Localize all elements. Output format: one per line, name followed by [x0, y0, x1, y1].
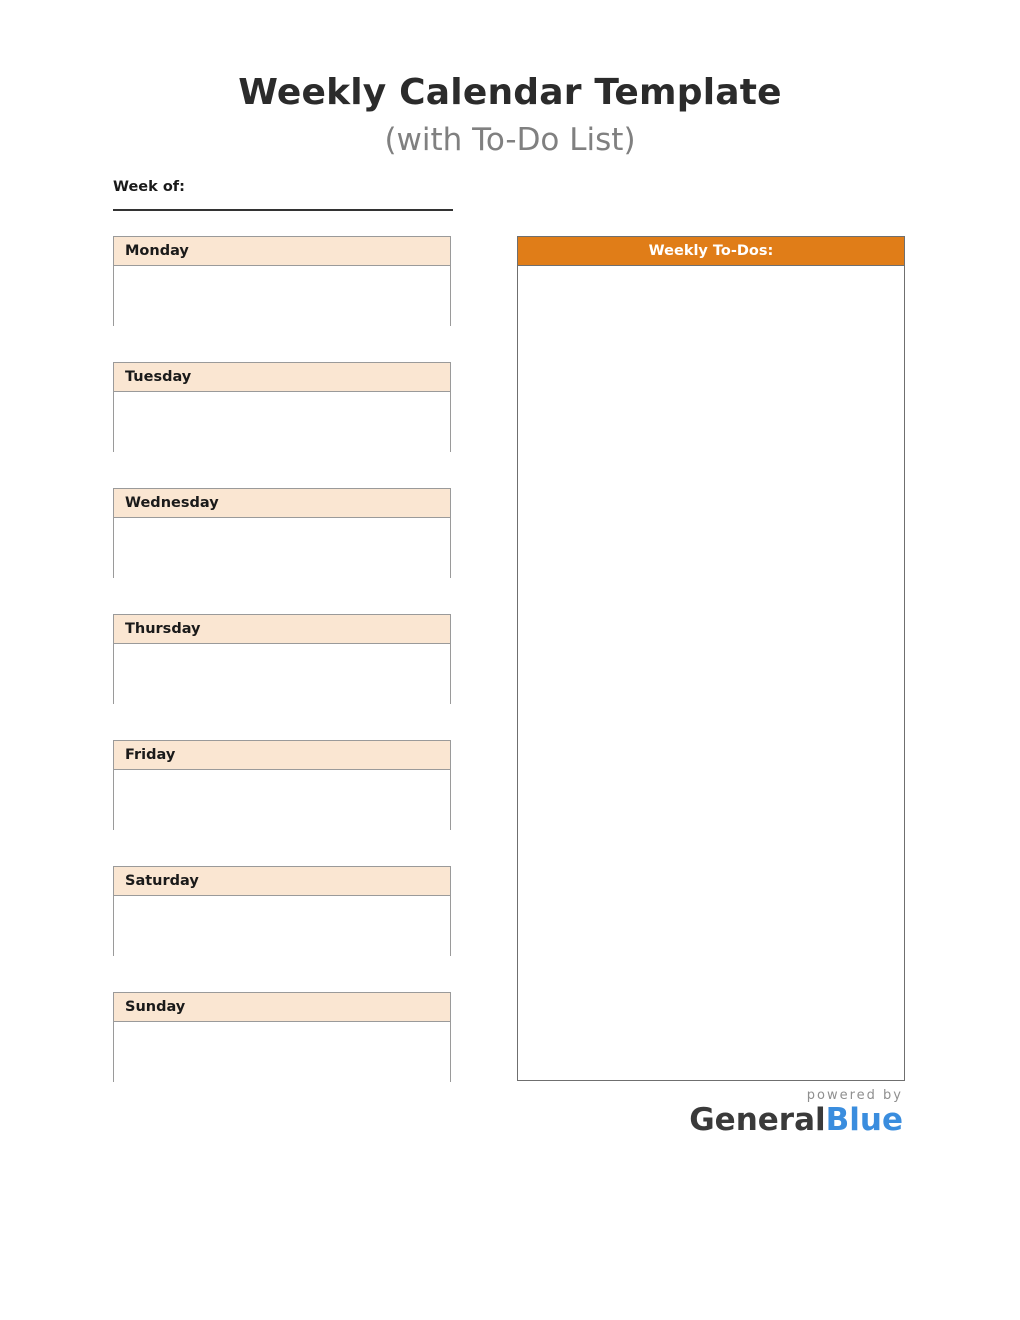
day-label-thursday: Thursday: [114, 615, 450, 644]
day-notes-tuesday[interactable]: [114, 392, 450, 452]
page-title: Weekly Calendar Template: [238, 72, 782, 113]
day-block-tuesday[interactable]: [113, 362, 451, 452]
day-block-thursday[interactable]: [113, 614, 451, 704]
day-notes-friday[interactable]: [114, 770, 450, 830]
brand-name-blue: Blue: [825, 1102, 903, 1138]
weekly-todo-header: Weekly To-Dos:: [518, 237, 904, 266]
day-label-friday: Friday: [114, 741, 450, 770]
day-notes-saturday[interactable]: [114, 896, 450, 956]
powered-by-text: powered by: [806, 1088, 903, 1103]
weekly-todo-content[interactable]: [518, 266, 904, 1080]
brand-name-general: General: [689, 1102, 826, 1138]
day-notes-sunday[interactable]: [114, 1022, 450, 1082]
day-notes-monday[interactable]: [114, 266, 450, 326]
day-label-sunday: Sunday: [114, 993, 450, 1022]
week-of-field[interactable]: [113, 176, 453, 211]
day-notes-thursday[interactable]: [114, 644, 450, 704]
weekly-todo-panel[interactable]: [517, 236, 905, 1081]
day-block-friday[interactable]: [113, 740, 451, 830]
day-label-monday: Monday: [114, 237, 450, 266]
week-of-label: Week of:: [113, 179, 185, 195]
day-label-saturday: Saturday: [114, 867, 450, 896]
brand-name: [689, 1102, 903, 1138]
day-notes-wednesday[interactable]: [114, 518, 450, 578]
footer-logo: [689, 1088, 903, 1136]
day-block-sunday[interactable]: [113, 992, 451, 1082]
day-blocks: [113, 236, 453, 1118]
day-block-monday[interactable]: [113, 236, 451, 326]
page-subtitle: (with To-Do List): [384, 122, 636, 158]
day-label-tuesday: Tuesday: [114, 363, 450, 392]
day-block-wednesday[interactable]: [113, 488, 451, 578]
day-block-saturday[interactable]: [113, 866, 451, 956]
day-label-wednesday: Wednesday: [114, 489, 450, 518]
